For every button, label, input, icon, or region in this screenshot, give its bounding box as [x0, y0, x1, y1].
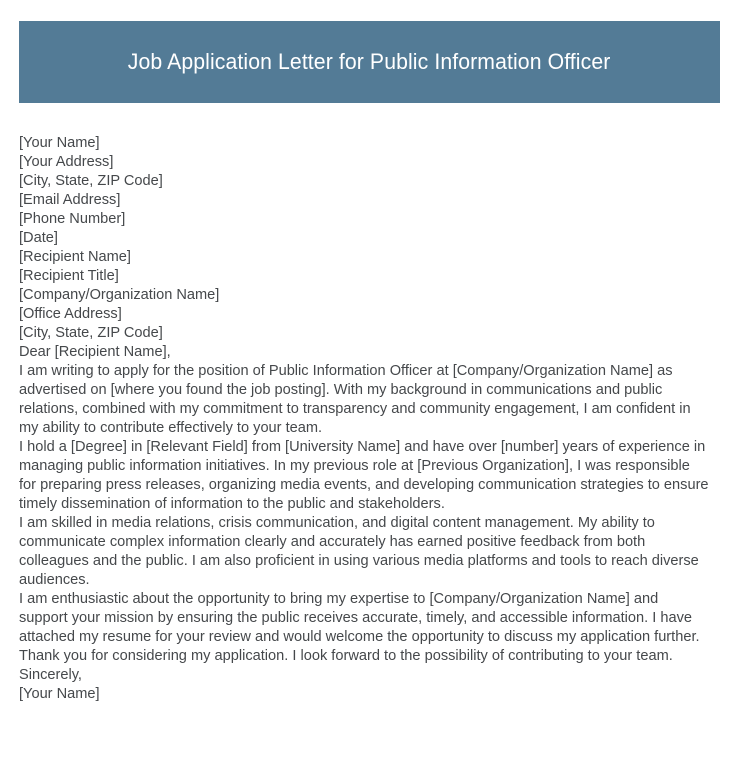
sender-line: [Phone Number]: [19, 211, 126, 227]
recipient-line: [Company/Organization Name]: [19, 287, 220, 303]
document-header-banner: [19, 21, 720, 103]
recipient-line: [Recipient Name]: [19, 249, 131, 265]
body-paragraph: I am writing to apply for the position of Public Information Officer at [Company/Organization Name] as advertised on [where you found the job posting]. With my background in communications and public relations, combined with my commitment to transparency and community engagement, I am confident in my ability to contribute effectively to your team.: [19, 363, 691, 436]
recipient-line: [City, State, ZIP Code]: [19, 325, 163, 341]
sender-line: [City, State, ZIP Code]: [19, 173, 163, 189]
body-paragraph: I hold a [Degree] in [Relevant Field] from [University Name] and have over [number] years of experience in managing public information initiatives. In my previous role at [Previous Organization], I was responsible for preparing press releases, organizing media events, and developing communication strategies to ensure timely dissemination of information to the public and stakeholders.: [19, 439, 709, 512]
letter-body: [19, 134, 709, 704]
closing-salutation: Sincerely,: [19, 667, 82, 683]
body-paragraph: I am enthusiastic about the opportunity to bring my expertise to [Company/Organization Name] and support your mission by ensuring the public receives accurate, timely, and accessible information. I have attached my resume for your review and would welcome the opportunity to discuss my application further.: [19, 591, 700, 645]
body-paragraph: Thank you for considering my application. I look forward to the possibility of contributing to your team.: [19, 648, 673, 664]
sender-line: [Your Name]: [19, 135, 100, 151]
sender-line: [Email Address]: [19, 192, 121, 208]
signature-name: [Your Name]: [19, 686, 100, 702]
recipient-address-block: [19, 248, 709, 343]
sender-line: [Your Address]: [19, 154, 114, 170]
salutation: Dear [Recipient Name],: [19, 344, 171, 360]
recipient-line: [Recipient Title]: [19, 268, 119, 284]
sender-address-block: [19, 134, 709, 248]
page-title: Job Application Letter for Public Information Officer: [128, 49, 611, 74]
recipient-line: [Office Address]: [19, 306, 122, 322]
body-paragraph: I am skilled in media relations, crisis communication, and digital content management. My ability to communicate complex information clearly and accurately has earned positive feedback from both colleagues and the public. I am also proficient in using various media platforms and tools to reach diverse audiences.: [19, 515, 699, 588]
sender-line: [Date]: [19, 230, 58, 246]
